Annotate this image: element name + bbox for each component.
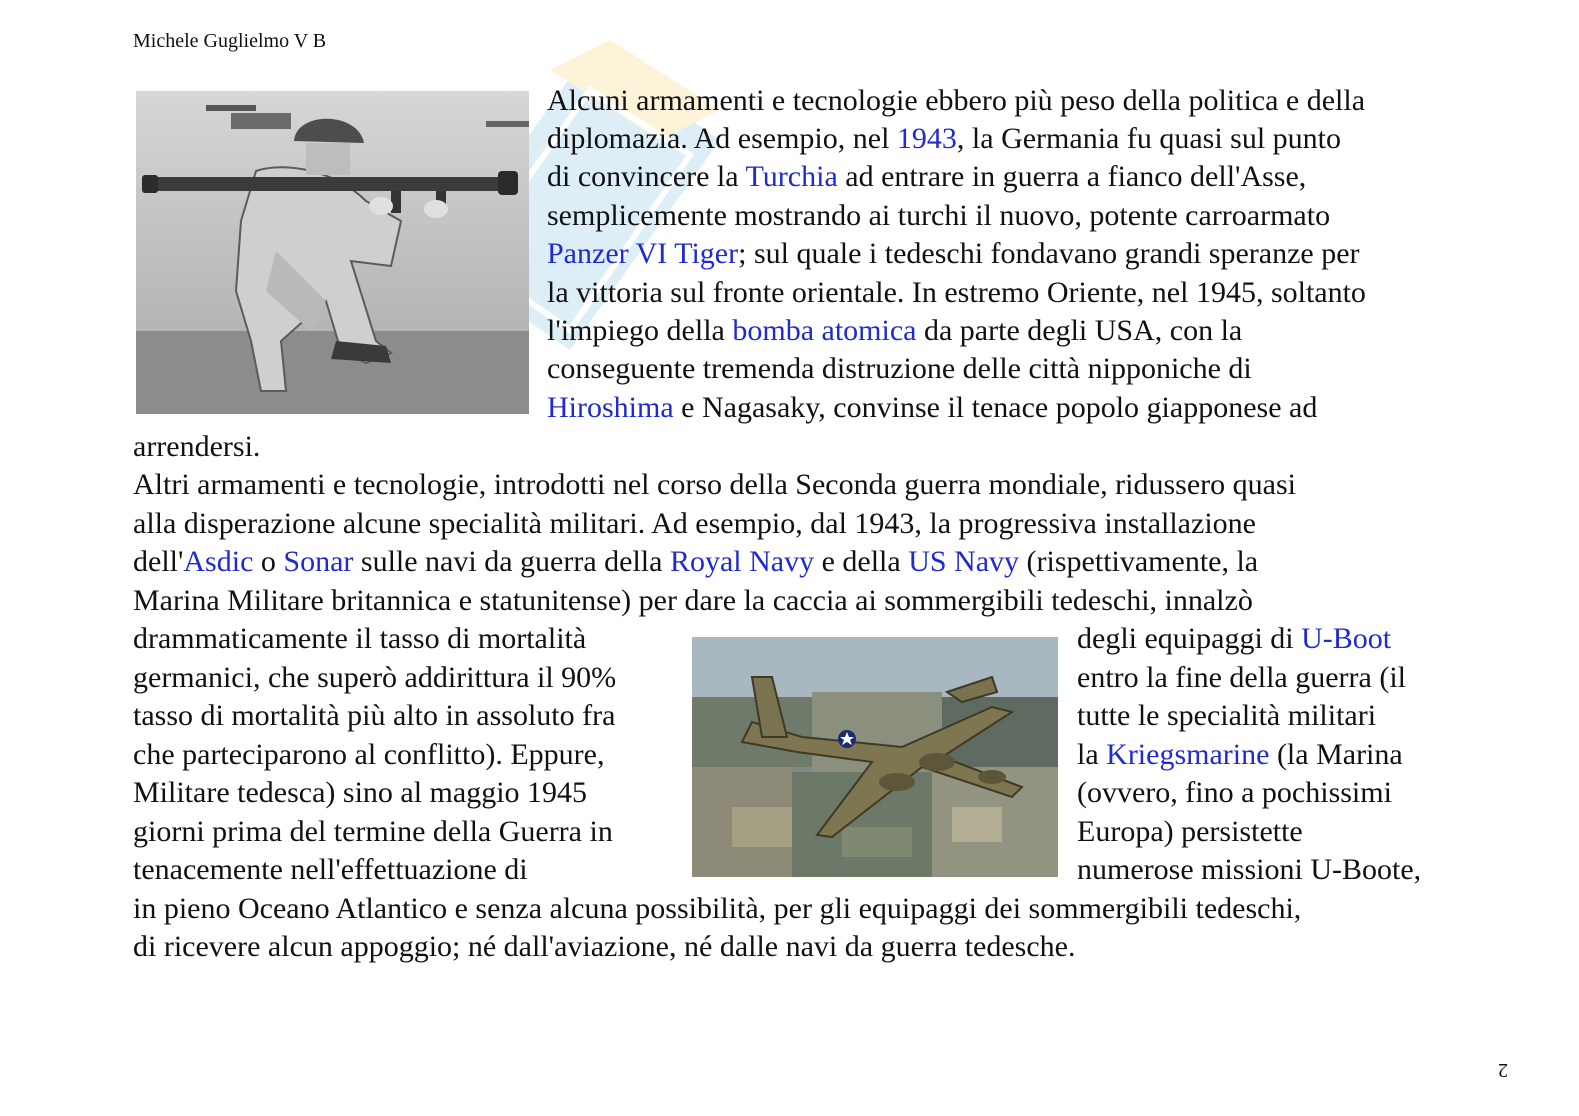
link-panzer-vi-tiger[interactable]: Panzer VI Tiger bbox=[547, 237, 739, 270]
b17-bomber-photo bbox=[692, 637, 1058, 877]
text-line: diplomazia. Ad esempio, nel 1943, la Germania fu quasi sul punto bbox=[547, 122, 1342, 155]
link-turchia[interactable]: Turchia bbox=[745, 160, 838, 193]
link-us-navy[interactable]: US Navy bbox=[908, 545, 1020, 578]
text-line: entro la fine della guerra (il bbox=[1077, 661, 1407, 694]
text-line: Alcuni armamenti e tecnologie ebbero più peso della politica e della bbox=[547, 84, 1366, 117]
text-line: tasso di mortalità più alto in assoluto fra bbox=[133, 699, 616, 732]
link-bomba-atomica[interactable]: bomba atomica bbox=[732, 314, 917, 347]
link-sonar[interactable]: Sonar bbox=[283, 545, 354, 578]
text-line: tutte le specialità militari bbox=[1077, 699, 1377, 732]
text-line: Panzer VI Tiger; sul quale i tedeschi fondavano grandi speranze per bbox=[547, 237, 1360, 270]
text-line: la vittoria sul fronte orientale. In estremo Oriente, nel 1945, soltanto bbox=[547, 276, 1366, 309]
text-line: alla disperazione alcune specialità militari. Ad esempio, dal 1943, la progressiva installazione bbox=[133, 507, 1256, 540]
text-line: Militare tedesca) sino al maggio 1945 bbox=[133, 776, 588, 809]
text-line: arrendersi. bbox=[133, 430, 261, 463]
link-u-boot[interactable]: U-Boot bbox=[1301, 622, 1392, 655]
text-line: (ovvero, fino a pochissimi bbox=[1077, 776, 1392, 809]
text-line: giorni prima del termine della Guerra in bbox=[133, 815, 613, 848]
text-line: germanici, che superò addirittura il 90% bbox=[133, 661, 617, 694]
text-line: Marina Militare britannica e statunitense) per dare la caccia ai sommergibili tedeschi, innalzò bbox=[133, 584, 1253, 617]
page-number: 2 bbox=[1498, 1059, 1508, 1081]
soldier-bazooka-photo bbox=[136, 91, 529, 414]
author-header: Michele Guglielmo V B bbox=[133, 30, 327, 52]
text-line: di convincere la Turchia ad entrare in guerra a fianco dell'Asse, bbox=[547, 160, 1307, 193]
text-line: Europa) persistette bbox=[1077, 815, 1303, 848]
text-line: che parteciparono al conflitto). Eppure, bbox=[133, 738, 605, 771]
text-line: degli equipaggi di U-Boot bbox=[1077, 622, 1392, 655]
link-1943[interactable]: 1943 bbox=[896, 122, 957, 155]
link-asdic[interactable]: Asdic bbox=[183, 545, 254, 578]
text-line: Altri armamenti e tecnologie, introdotti nel corso della Seconda guerra mondiale, ridussero quasi bbox=[133, 468, 1296, 501]
text-line: Hiroshima e Nagasaky, convinse il tenace popolo giapponese ad bbox=[547, 391, 1318, 424]
link-kriegsmarine[interactable]: Kriegsmarine bbox=[1106, 738, 1270, 771]
text-line: tenacemente nell'effettuazione di bbox=[133, 853, 528, 886]
text-line: conseguente tremenda distruzione delle città nipponiche di bbox=[547, 352, 1252, 385]
link-hiroshima[interactable]: Hiroshima bbox=[547, 391, 674, 424]
text-line: l'impiego della bomba atomica da parte degli USA, con la bbox=[547, 314, 1243, 347]
text-line: in pieno Oceano Atlantico e senza alcuna possibilità, per gli equipaggi dei sommergibili tedeschi, bbox=[133, 892, 1302, 925]
text-line: semplicemente mostrando ai turchi il nuovo, potente carroarmato bbox=[547, 199, 1331, 232]
text-line: la Kriegsmarine (la Marina bbox=[1077, 738, 1403, 771]
link-royal-navy[interactable]: Royal Navy bbox=[669, 545, 815, 578]
text-line: drammaticamente il tasso di mortalità bbox=[133, 622, 587, 655]
text-line: numerose missioni U-Boote, bbox=[1077, 853, 1422, 886]
text-line: di ricevere alcun appoggio; né dall'aviazione, né dalle navi da guerra tedesche. bbox=[133, 930, 1076, 963]
text-line: dell'Asdic o Sonar sulle navi da guerra della Royal Navy e della US Navy (rispettivamente, la bbox=[133, 545, 1259, 578]
